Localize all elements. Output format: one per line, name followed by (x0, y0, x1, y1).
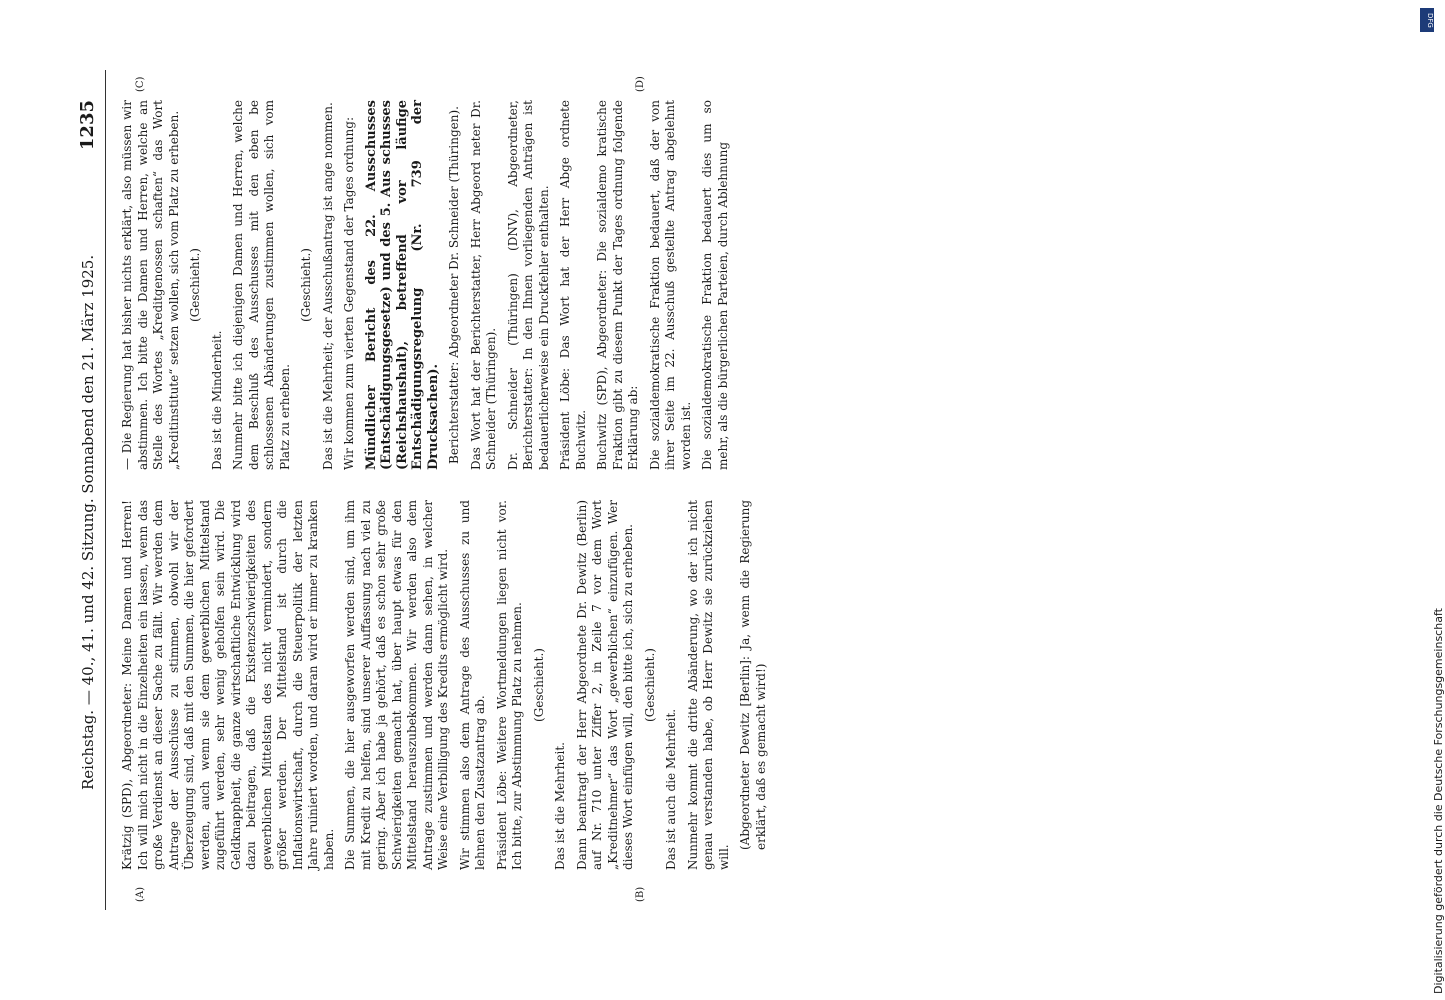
agenda-item-heading: Mündlicher Bericht des 22. Ausschusses (Entschädigungsgesetze) und des 5. Aus schusses (Reichshaushalt), betreffend vor läufige Entschädigungsregelung (Nr. 739 der Drucksachen). (363, 100, 441, 470)
paragraph: Krätzig (SPD), Abgeordneter: Meine Damen und Herren! Ich will mich nicht in die Einzelheiten ein lassen, wenn das große Verdienst an dieser Sache zu fällt. Wir werden dem Antrage der Ausschüsse zu stimmen, obwohl wir der Überzeugung sind, daß mit den Summen, die hier gefordert werden, auch wenn sie dem gewerblichen Mittelstand zugeführt werden, sehr wenig geholfen sein wird. Die Geldknappheit, die ganze wirtschaftliche Entwicklung wird dazu beitragen, daß die Existenzschwierigkeiten des gewerblichen Mittelstan des nicht vermindert, sondern größer werden. Der Mittelstand ist durch die Inflationswirtschaft, durch die Steuerpolitik der letzten Jahre ruiniert worden, und daran wird er immer zu kranken haben. (120, 500, 336, 870)
page-header (75, 70, 105, 910)
paragraph: Nunmehr kommt die dritte Abänderung, wo der ich nicht genau verstanden habe, ob Herr Dewitz sie zurückziehen will. (685, 500, 731, 870)
dfg-logo: DFG (1420, 8, 1434, 32)
document-page (75, 70, 1355, 910)
stage-direction: (Geschieht.) (531, 648, 546, 722)
header-rule (105, 70, 106, 910)
right-column (120, 100, 737, 470)
stage-direction: (Geschieht.) (188, 248, 202, 322)
paragraph: Nunmehr bitte ich diejenigen Damen und Herren, welche dem Beschluß des Ausschusses mit den eben be schlossenen Abänderungen zustimmen wollen, sich vom Platz zu erheben. (231, 100, 292, 470)
paragraph: Buchwitz (SPD), Abgeordneter: Die sozialdemo kratische Fraktion gibt zu diesem Punkt der Tages ordnung folgende Erklärung ab: (595, 100, 640, 470)
paragraph: Präsident Löbe: Das Wort hat der Herr Abge ordnete Buchwitz. (558, 100, 588, 470)
paragraph: Dann beantragt der Herr Abgeordnete Dr. Dewitz (Berlin) auf Nr. 710 unter Ziffer 2, in Zeile 7 vor dem Wort „Kreditnehmer“ das Wort „gewerblichen“ einzufügen. Wer dieses Wort einfügen will, den bitte ich, sich zu erheben. (574, 500, 635, 870)
paragraph: — Die Regierung hat bisher nichts erklärt, also müssen wir abstimmen. Ich bitte die Damen und Herren, welche an Stelle des Wortes „Kreditgenossen schaften“ das Wort „Kreditinstitute“ setzen wollen, sich vom Platz zu erheben. (120, 100, 181, 470)
paragraph: Die sozialdemokratische Fraktion bedauert dies um so mehr, als die bürgerlichen Parteien, durch Ablehnung (700, 100, 730, 470)
left-column (120, 500, 775, 870)
paragraph: Das ist auch die Mehrheit. (664, 708, 678, 870)
interjection: (Abgeordneter Dewitz [Berlin]: Ja, wenn die Regierung erklärt, daß es gemacht wird!) (738, 500, 768, 850)
margin-letter-a: (A) (135, 886, 146, 902)
margin-letter-b: (B) (635, 886, 646, 902)
paragraph: Die Summen, die hier ausgeworfen werden sind, um ihm mit Kredit zu helfen, sind unserer Auffassung nach viel zu gering. Aber ich habe ja gehört, daß es schon sehr große Schwierigkeiten gemacht hat, über haupt etwas für den Mittelstand herauszubekommen. Wir werden also dem Antrage zustimmen und werden dann sehen, in welcher Weise eine Verbilligung des Kredits ermöglicht wird. (343, 500, 450, 870)
running-head: Reichstag. — 40., 41. und 42. Sitzung. Sonnabend den 21. März 1925. (79, 254, 97, 790)
watermark-text: Digitalisierung gefördert durch die Deutsche Forschungsgemeinschaft (1432, 608, 1445, 994)
stage-direction: (Geschieht.) (299, 248, 313, 322)
paragraph: Die sozialdemokratische Fraktion bedauert, daß der von ihrer Seite im 22. Ausschuß gestellte Antrag abgelehnt worden ist. (647, 100, 693, 470)
margin-letter-c: (C) (135, 76, 146, 92)
paragraph: Das Wort hat der Berichterstatter, Herr Abgeord neter Dr. Schneider (Thüringen). (468, 100, 498, 470)
paragraph: Dr. Schneider (Thüringen) (DNV), Abgeordneter, Berichterstatter: In den Ihnen vorliegenden Anträgen ist bedauerlicherweise ein Druckfehler enthalten. (505, 100, 551, 470)
paragraph: Das ist die Mehrheit. (553, 742, 567, 870)
paragraph: Wir kommen zum vierten Gegenstand der Tages ordnung: (342, 116, 356, 470)
paragraph: Wir stimmen also dem Antrage des Ausschusses zu und lehnen den Zusatzantrag ab. (457, 500, 487, 870)
paragraph: Das ist die Mehrheit; der Ausschußantrag ist ange nommen. (320, 102, 335, 470)
digitization-watermark (1418, 8, 1445, 998)
paragraph: Das ist die Minderheit. (209, 330, 224, 470)
rapporteur-line: Berichterstatter: Abgeordneter Dr. Schneider (Thüringen). (447, 106, 461, 464)
page-number: 1235 (77, 100, 98, 151)
stage-direction: (Geschieht.) (642, 648, 657, 722)
margin-letter-d: (D) (635, 76, 646, 92)
paragraph: Präsident Löbe: Weitere Wortmeldungen liegen nicht vor. Ich bitte, zur Abstimmung Platz zu nehmen. (494, 500, 524, 870)
